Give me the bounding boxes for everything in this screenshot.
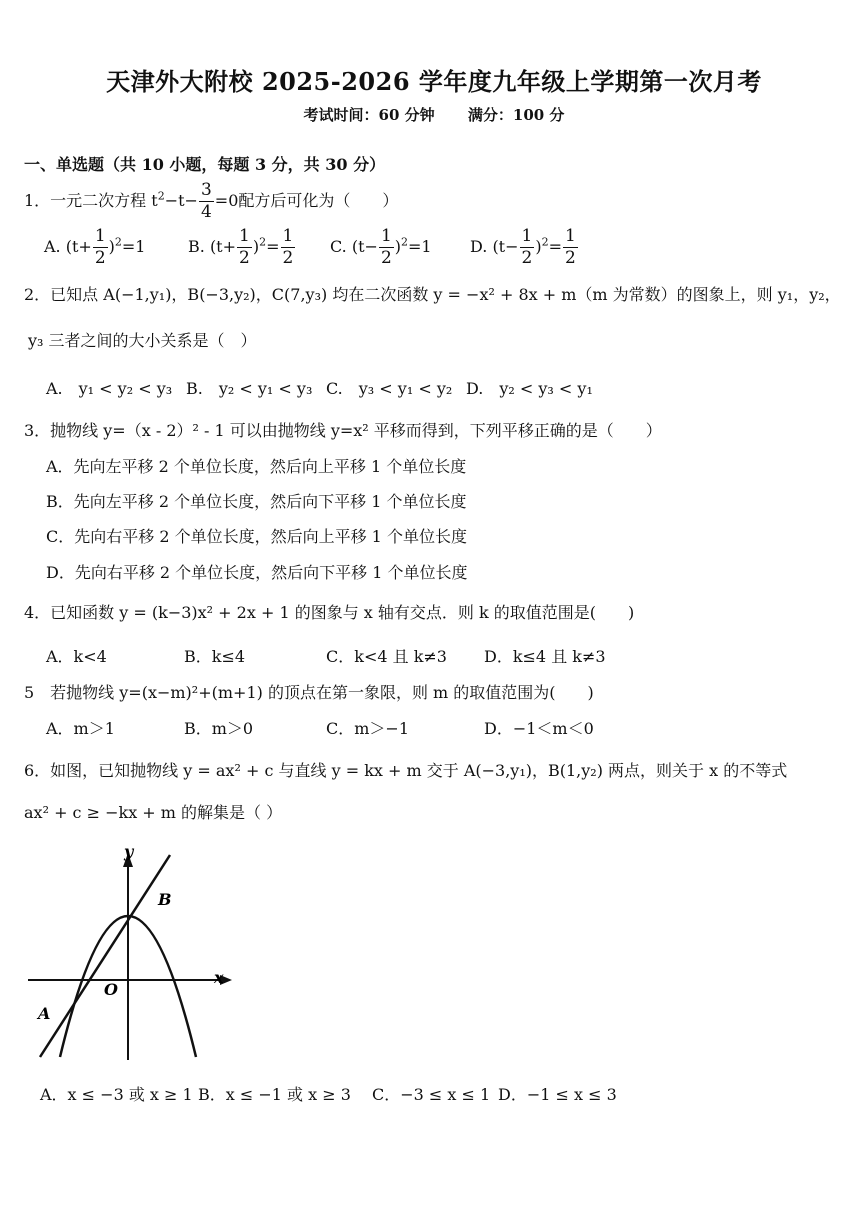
y-axis-label: y xyxy=(124,842,134,861)
point-a-label: A xyxy=(38,1004,51,1023)
point-b-label: B xyxy=(158,890,172,909)
question-4-option-c[interactable]: C．k<4 且 k≠3 xyxy=(326,647,447,666)
question-6-graph xyxy=(20,835,240,1065)
question-3-option-c[interactable]: C．先向右平移 2 个单位长度，然后向上平移 1 个单位长度 xyxy=(46,527,467,546)
section-heading: 一、单选题（共 10 小题，每题 3 分，共 30 分） xyxy=(24,155,386,174)
question-5-option-c[interactable]: C．m＞−1 xyxy=(326,719,410,738)
question-2-option-c[interactable]: C. y₃ < y₁ < y₂ xyxy=(326,379,453,398)
question-3-option-b[interactable]: B．先向左平移 2 个单位长度，然后向下平移 1 个单位长度 xyxy=(46,492,467,511)
origin-label: O xyxy=(104,980,118,999)
question-5-option-a[interactable]: A．m＞1 xyxy=(46,719,115,738)
question-5-option-d[interactable]: D．−1＜m＜0 xyxy=(484,719,594,738)
fraction: $\frac{3}{4}$ xyxy=(200,180,212,222)
exam-subtitle xyxy=(0,104,868,125)
question-1-stem: 1．一元二次方程 $t^2-t-$ $\frac{3}{4}$ =0配方后可化为（ ） xyxy=(24,180,399,222)
question-4-option-b[interactable]: B．k≤4 xyxy=(184,647,246,666)
question-2-stem-line1: 2．已知点 A(−1,y₁)，B(−3,y₂)，C(7,y₃) 均在二次函数 y = −x² + 8x + m（m 为常数）的图象上，则 y₁，y₂， xyxy=(24,285,841,304)
question-2-option-b[interactable]: B. y₂ < y₁ < y₃ xyxy=(186,379,313,398)
question-4-option-a[interactable]: A．k<4 xyxy=(46,647,107,666)
x-axis-label: x xyxy=(214,968,224,987)
question-6-option-b[interactable]: B．x ≤ −1 或 x ≥ 3 xyxy=(198,1085,351,1104)
exam-score: 满分：100 分 xyxy=(467,106,565,124)
question-1-option-b[interactable]: B. (t+ $\frac{1}{2}$ )$^2$= $\frac{1}{2}$ xyxy=(188,226,294,268)
question-6-stem-line2: ax² + c ≥ −kx + m 的解集是（ ） xyxy=(24,803,283,822)
question-3-option-a[interactable]: A．先向左平移 2 个单位长度，然后向上平移 1 个单位长度 xyxy=(46,457,467,476)
question-6-option-a[interactable]: A．x ≤ −3 或 x ≥ 1 xyxy=(40,1085,193,1104)
question-1-option-c[interactable]: C. (t− $\frac{1}{2}$ )$^2$=1 xyxy=(330,226,432,268)
question-1-option-a[interactable]: A. (t+ $\frac{1}{2}$ )$^2$=1 xyxy=(44,226,146,268)
question-4-stem: 4．已知函数 y = (k−3)x² + 2x + 1 的图象与 x 轴有交点．则 k 的取值范围是( ) xyxy=(24,603,635,622)
question-5-stem: 5 若抛物线 y=(x−m)²+(m+1) 的顶点在第一象限，则 m 的取值范围为( ) xyxy=(24,683,594,702)
question-1-option-d[interactable]: D. (t− $\frac{1}{2}$ )$^2$= $\frac{1}{2}$ xyxy=(470,226,576,268)
question-5-option-b[interactable]: B．m＞0 xyxy=(184,719,254,738)
question-6-option-d[interactable]: D．−1 ≤ x ≤ 3 xyxy=(498,1085,617,1104)
straight-line xyxy=(40,855,170,1057)
question-3-option-d[interactable]: D．先向右平移 2 个单位长度，然后向下平移 1 个单位长度 xyxy=(46,563,468,582)
question-2-option-a[interactable]: A. y₁ < y₂ < y₃ xyxy=(46,379,173,398)
question-2-option-d[interactable]: D. y₂ < y₃ < y₁ xyxy=(466,379,593,398)
question-2-stem-line2: y₃ 三者之间的大小关系是（ ） xyxy=(28,331,257,350)
question-6-option-c[interactable]: C．−3 ≤ x ≤ 1 xyxy=(372,1085,491,1104)
exam-title: 天津外大附校 2025-2026 学年度九年级上学期第一次月考 xyxy=(106,67,762,96)
question-3-stem: 3．抛物线 y=（x - 2）² - 1 可以由抛物线 y=x² 平移而得到，下列平移正确的是（ ） xyxy=(24,421,662,440)
exam-time: 考试时间：60 分钟 xyxy=(303,106,435,124)
question-4-option-d[interactable]: D．k≤4 且 k≠3 xyxy=(484,647,606,666)
question-6-stem-line1: 6．如图，已知抛物线 y = ax² + c 与直线 y = kx + m 交于 A(−3,y₁)，B(1,y₂) 两点，则关于 x 的不等式 xyxy=(24,761,788,780)
